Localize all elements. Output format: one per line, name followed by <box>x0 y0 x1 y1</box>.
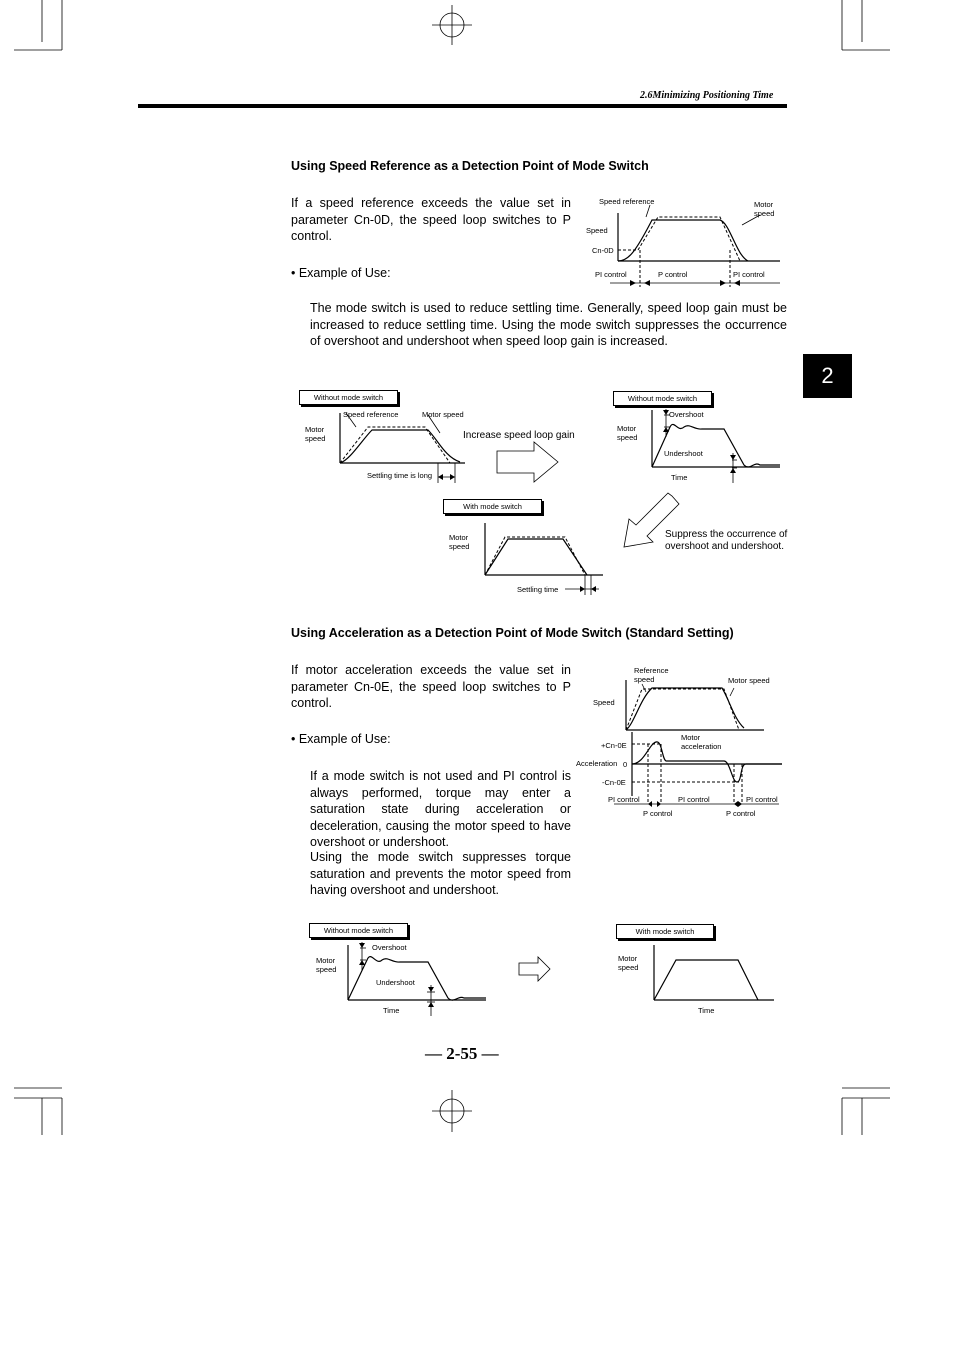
fig1-speed-reference-label: Speed reference <box>599 197 655 206</box>
section1-body: If a speed reference exceeds the value set in parameter Cn-0D, the speed loop switches to P control. <box>291 196 571 243</box>
fig5-minus-cn0e-label: -Cn-0E <box>602 778 626 787</box>
fig4-box-label: With mode switch <box>443 499 542 514</box>
fig6-overshoot-label: Overshoot <box>372 943 407 952</box>
fig3-time-label: Time <box>671 473 688 482</box>
fig5-pi-control-3: PI control <box>746 795 778 804</box>
fig2-axis-label: Motor speed <box>305 425 326 443</box>
fig5-plus-cn0e-label: +Cn-0E <box>601 741 627 750</box>
right-arrow-icon <box>496 441 560 483</box>
fig3-axis-label: Motor speed <box>617 424 638 442</box>
fig5-acceleration-axis-label: Acceleration <box>576 759 618 768</box>
section1-heading: Using Speed Reference as a Detection Point of Mode Switch <box>291 159 649 173</box>
figure-without-switch-overshoot <box>612 405 787 490</box>
small-right-arrow-icon <box>518 956 552 982</box>
section2-example-text-1: If a mode switch is not used and PI control is always performed, torque may enter a saturation state during acceleration or deceleration, causing the motor speed to have overshoot or undershoot. <box>310 769 571 849</box>
fig5-motor-speed-label: Motor speed <box>728 676 770 685</box>
figure-accel-with-switch <box>616 940 776 1020</box>
fig2-box-label: Without mode switch <box>299 390 398 405</box>
section2-example-label: • Example of Use: <box>291 732 391 746</box>
fig2-motor-speed-label: Motor speed <box>422 410 464 419</box>
figure-with-switch-short-settling <box>445 515 605 600</box>
fig2-speed-reference-label: Speed reference <box>343 410 399 419</box>
fig4-axis-label: Motor speed <box>449 533 470 551</box>
fig6-box-label: Without mode switch <box>309 923 408 938</box>
fig5-pi-control-2: PI control <box>678 795 710 804</box>
fig7-box-label: With mode switch <box>616 924 714 939</box>
fig1-pi-control-left: PI control <box>595 270 627 279</box>
fig5-zero-label: 0 <box>623 760 628 769</box>
fig7-time-label: Time <box>698 1006 715 1015</box>
fig3-box-label: Without mode switch <box>613 391 712 406</box>
fig3-undershoot-label: Undershoot <box>664 449 703 458</box>
figure-without-switch-long-settling <box>300 405 475 490</box>
fig7-plot <box>616 940 776 1020</box>
fig6-axis-label: Motor speed <box>316 956 337 974</box>
fig1-speed-axis-label: Speed <box>586 226 608 235</box>
fig3-overshoot-label: Overshoot <box>669 410 704 419</box>
section1-example-text: The mode switch is used to reduce settling time. Generally, speed loop gain must be increased to reduce settling time. Using the mode switch suppresses the occurrence of overshoot and undershoot when speed loop gain is increased. <box>310 301 787 348</box>
fig1-cn0d-label: Cn-0D <box>592 246 614 255</box>
fig1-motor-speed-label: Motor speed <box>754 200 775 218</box>
fig5-reference-speed-label: Reference speed <box>634 666 669 684</box>
section2-example-text-2: Using the mode switch suppresses torque saturation and prevents the motor speed from having overshoot and undershoot. <box>310 850 571 897</box>
fig2-settling-label: Settling time is long <box>367 471 433 480</box>
figure-speed-reference <box>580 195 790 295</box>
fig6-time-label: Time <box>383 1006 400 1015</box>
fig6-undershoot-label: Undershoot <box>376 978 415 987</box>
suppress-text: Suppress the occurrence of overshoot and undershoot. <box>665 529 788 552</box>
fig1-pi-control-right: PI control <box>733 270 765 279</box>
section2-heading: Using Acceleration as a Detection Point of Mode Switch (Standard Setting) <box>291 626 734 640</box>
fig5-motor-acceleration-label: Motor acceleration <box>681 733 722 751</box>
header-rule <box>138 104 787 108</box>
section1-example-label: • Example of Use: <box>291 266 391 280</box>
increase-gain-label: Increase speed loop gain <box>463 430 575 441</box>
running-header: 2.6Minimizing Positioning Time <box>640 90 774 101</box>
figure-accel-without-switch <box>310 940 490 1020</box>
fig4-settling-label: Settling time <box>517 585 559 594</box>
fig5-p-control-1: P control <box>643 809 673 818</box>
fig5-pi-control-1: PI control <box>608 795 640 804</box>
figure-acceleration <box>574 664 789 822</box>
chapter-tab: 2 <box>803 354 852 398</box>
fig5-p-control-2: P control <box>726 809 756 818</box>
section2-body: If motor acceleration exceeds the value set in parameter Cn-0E, the speed loop switches to P control. <box>291 663 571 710</box>
fig5-speed-axis-label: Speed <box>593 698 615 707</box>
fig1-p-control: P control <box>658 270 688 279</box>
fig7-axis-label: Motor speed <box>618 954 639 972</box>
page-number: — 2-55 — <box>425 1044 499 1063</box>
